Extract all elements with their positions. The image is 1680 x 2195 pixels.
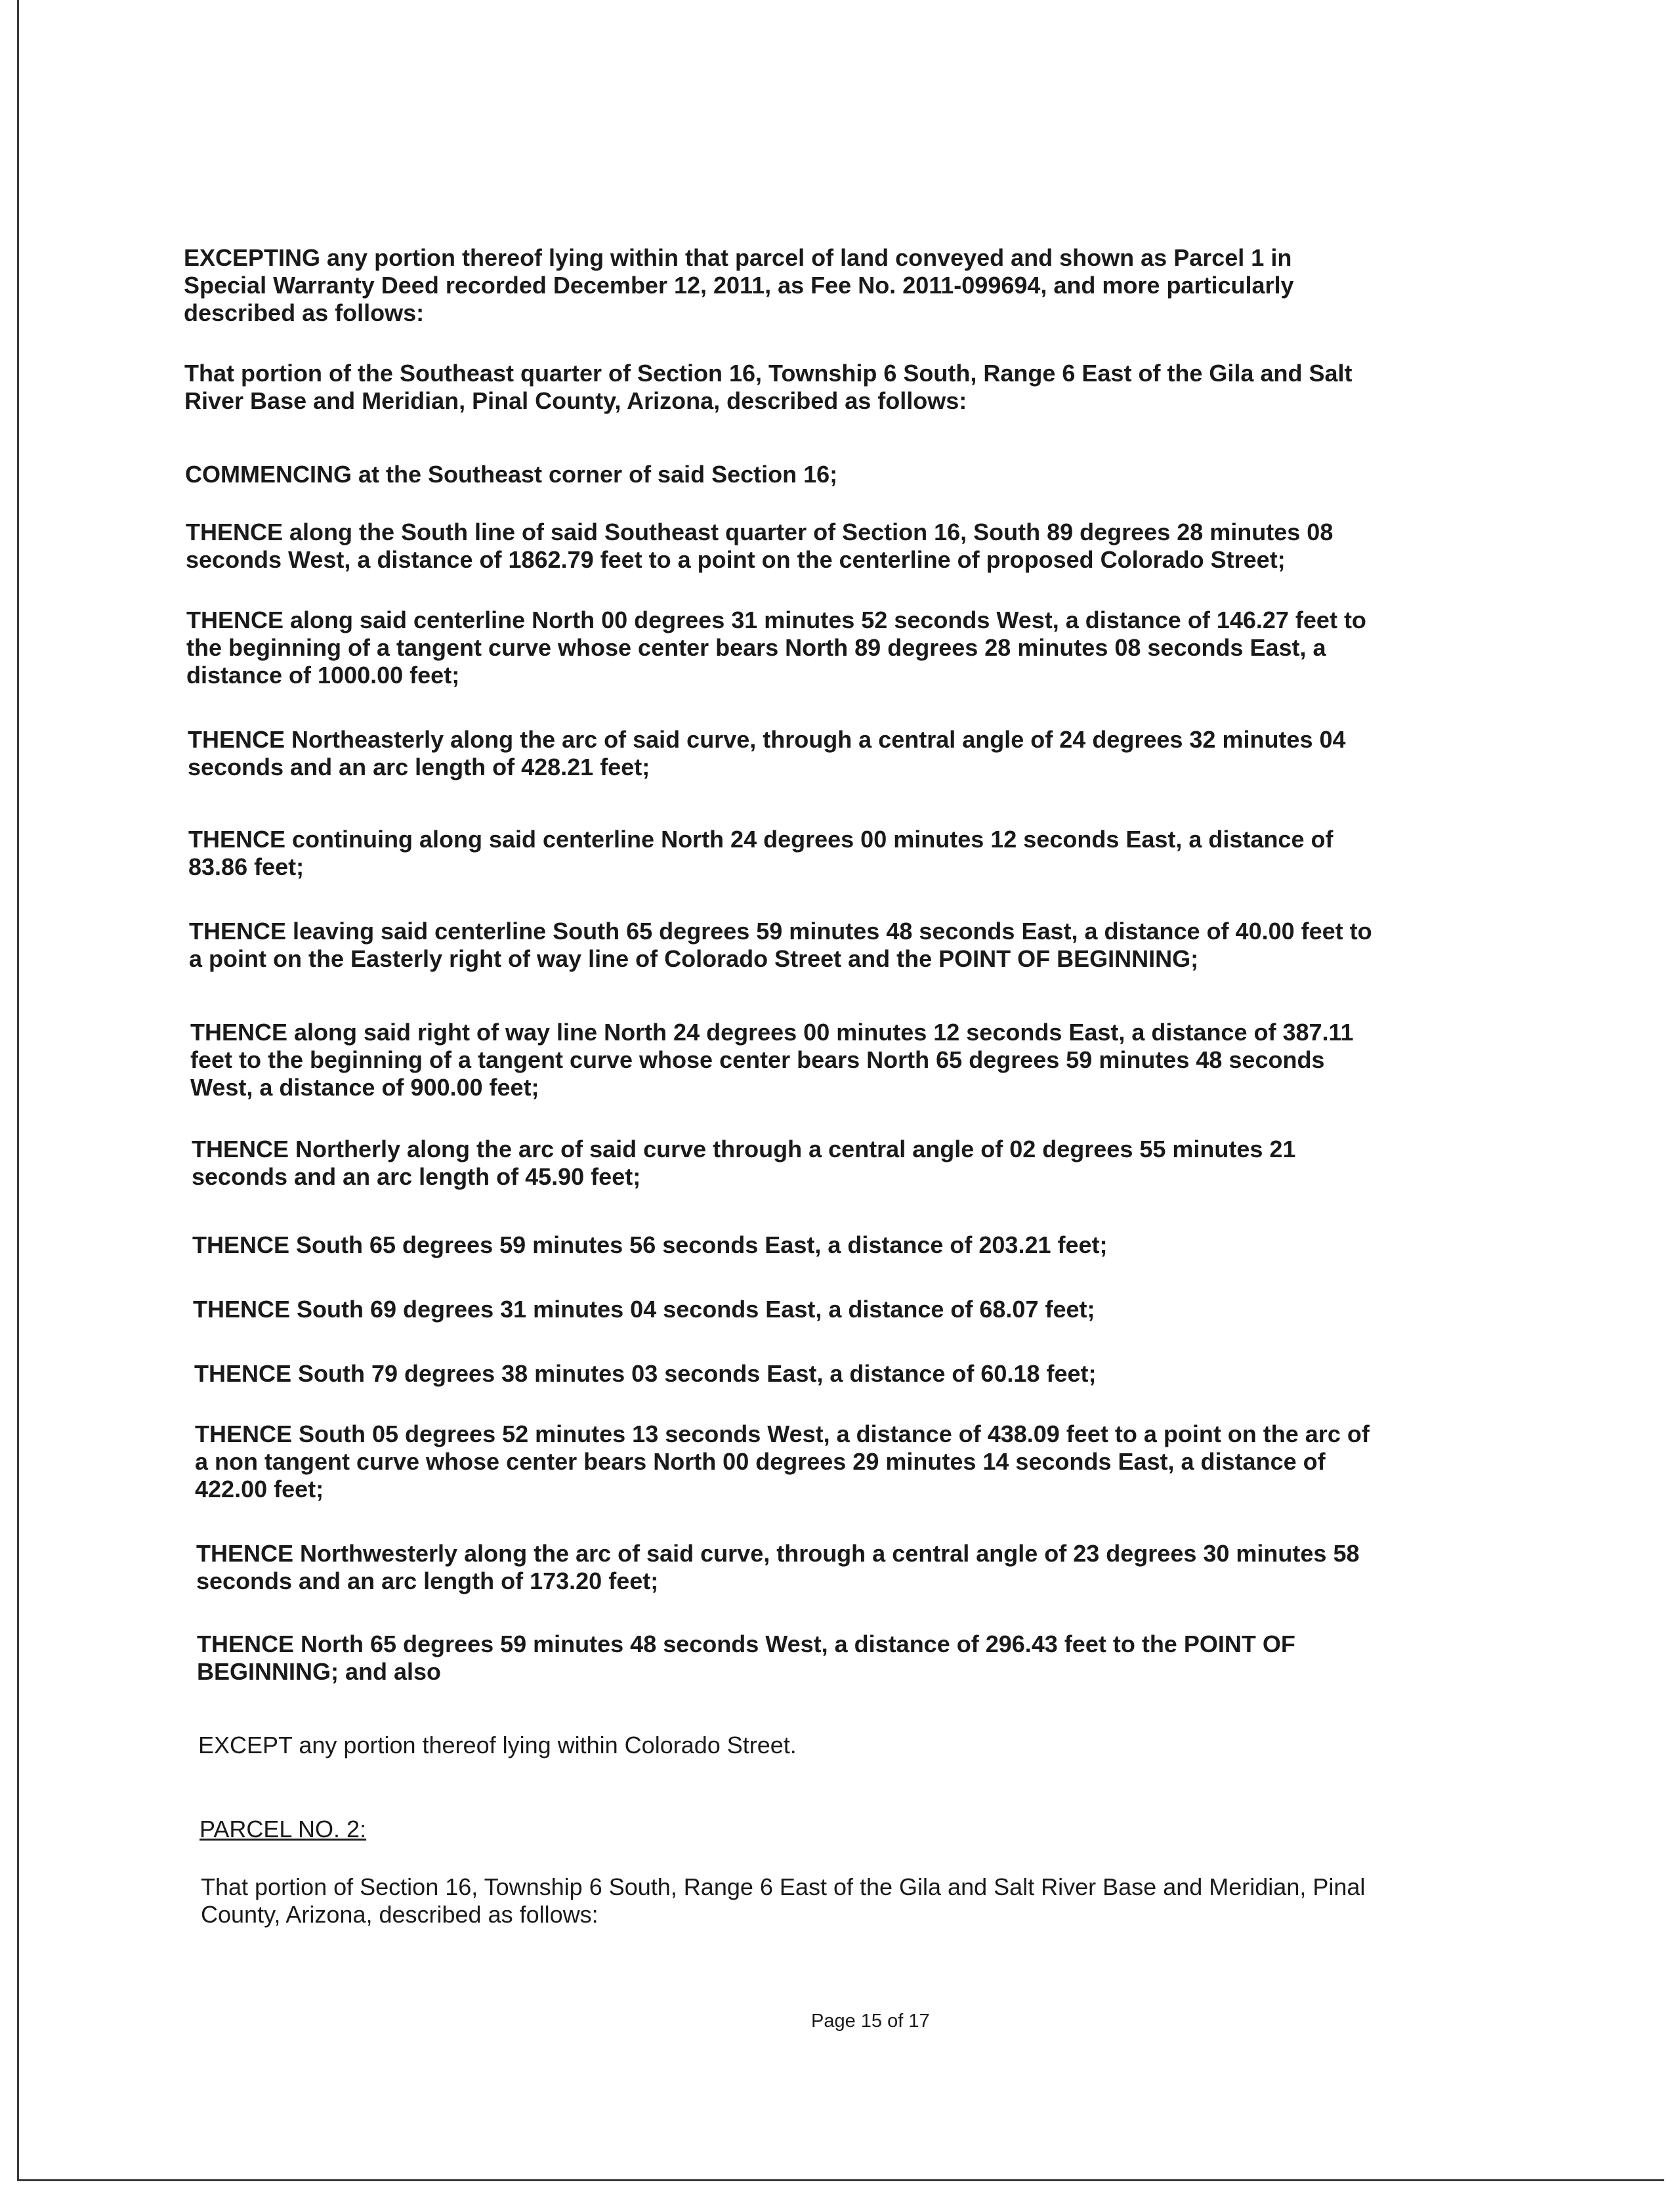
text-line: described as follows:: [184, 299, 425, 326]
course-12-paragraph: [196, 1540, 1360, 1595]
text-line: a non tangent curve whose center bears North 00 degrees 29 minutes 14 seconds East, a distance of: [195, 1448, 1326, 1475]
course-11-paragraph: [195, 1420, 1370, 1503]
course-7-paragraph: [192, 1136, 1295, 1191]
except-colorado-street-paragraph: [198, 1732, 797, 1759]
text-line: That portion of Section 16, Township 6 South, Range 6 East of the Gila and Salt River Base and Meridian, Pinal: [201, 1873, 1366, 1900]
text-line: a point on the Easterly right of way line of Colorado Street and the POINT OF BEGINNING;: [189, 945, 1199, 972]
course-1-paragraph: [186, 519, 1333, 574]
text-line: That portion of the Southeast quarter of Section 16, Township 6 South, Range 6 East of the Gila and Salt: [184, 360, 1353, 387]
text-line: THENCE South 79 degrees 38 minutes 03 seconds East, a distance of 60.18 feet;: [194, 1360, 1097, 1387]
course-6-paragraph: [190, 1019, 1354, 1101]
course-5-paragraph: [189, 918, 1372, 973]
text-line: seconds West, a distance of 1862.79 feet to a point on the centerline of proposed Colorado Street;: [186, 546, 1286, 573]
text-line: the beginning of a tangent curve whose center bears North 89 degrees 28 minutes 08 seconds East, a: [186, 634, 1326, 661]
text-line: THENCE Northerly along the arc of said curve through a central angle of 02 degrees 55 minutes 21: [192, 1136, 1296, 1162]
text-line: EXCEPTING any portion thereof lying within that parcel of land conveyed and shown as Parcel 1 in: [184, 244, 1292, 271]
text-line: 422.00 feet;: [195, 1476, 324, 1502]
text-line: THENCE along said centerline North 00 degrees 31 minutes 52 seconds West, a distance of 146.27 feet to: [186, 607, 1366, 633]
text-line: THENCE along said right of way line North 24 degrees 00 minutes 12 seconds East, a distance of 387.11: [190, 1019, 1354, 1046]
text-line: THENCE Northwesterly along the arc of said curve, through a central angle of 23 degrees 30 minutes 58: [196, 1540, 1360, 1567]
text-line: River Base and Meridian, Pinal County, Arizona, described as follows:: [184, 387, 967, 414]
bottom-margin-rule: [17, 2179, 1664, 2181]
text-line: seconds and an arc length of 45.90 feet;: [192, 1163, 641, 1190]
course-4-paragraph: [188, 826, 1333, 881]
parcel-no-2-heading: [200, 1816, 366, 1843]
course-9-paragraph: [193, 1296, 1095, 1323]
left-margin-rule: [17, 0, 19, 2181]
course-2-paragraph: [186, 607, 1366, 689]
text-line: seconds and an arc length of 173.20 feet;: [196, 1567, 659, 1594]
commencing-paragraph: [185, 461, 837, 488]
text-line: THENCE North 65 degrees 59 minutes 48 seconds West, a distance of 296.43 feet to the POINT OF: [197, 1630, 1295, 1657]
text-line: Special Warranty Deed recorded December 12, 2011, as Fee No. 2011-099694, and more particularly: [184, 272, 1294, 299]
course-8-paragraph: [192, 1231, 1108, 1259]
text-line: THENCE South 69 degrees 31 minutes 04 seconds East, a distance of 68.07 feet;: [193, 1296, 1095, 1323]
text-line: THENCE along the South line of said Southeast quarter of Section 16, South 89 degrees 28 minutes 08: [186, 519, 1334, 545]
text-line: distance of 1000.00 feet;: [186, 662, 460, 689]
parcel-2-description-paragraph: [201, 1873, 1365, 1929]
text-line: West, a distance of 900.00 feet;: [190, 1074, 539, 1101]
text-line: THENCE South 65 degrees 59 minutes 56 seconds East, a distance of 203.21 feet;: [192, 1231, 1108, 1258]
text-line: THENCE Northeasterly along the arc of said curve, through a central angle of 24 degrees 32 minutes 04: [188, 726, 1346, 753]
text-line: seconds and an arc length of 428.21 feet;: [188, 754, 650, 780]
text-line: BEGINNING; and also: [197, 1658, 442, 1685]
southeast-quarter-description-paragraph: [184, 360, 1353, 415]
text-line: feet to the beginning of a tangent curve whose center bears North 65 degrees 59 minutes 48 seconds: [190, 1046, 1325, 1073]
page-number: Page 15 of 17: [811, 2011, 930, 2032]
course-3-paragraph: [188, 726, 1346, 781]
text-line: THENCE South 05 degrees 52 minutes 13 seconds West, a distance of 438.09 feet to a point on the arc of: [195, 1420, 1370, 1447]
text-line: 83.86 feet;: [188, 853, 304, 880]
course-10-paragraph: [194, 1360, 1097, 1388]
text-line: COMMENCING at the Southeast corner of said Section 16;: [185, 461, 838, 488]
course-13-paragraph: [197, 1630, 1295, 1686]
text-line: THENCE continuing along said centerline North 24 degrees 00 minutes 12 seconds East, a distance of: [188, 826, 1334, 853]
text-line: THENCE leaving said centerline South 65 degrees 59 minutes 48 seconds East, a distance of 40.00 feet to: [189, 918, 1372, 945]
text-line: County, Arizona, described as follows:: [201, 1901, 598, 1928]
text-line: EXCEPT any portion thereof lying within Colorado Street.: [198, 1732, 797, 1758]
excepting-parcel-1-paragraph: [184, 244, 1294, 327]
text-line: PARCEL NO. 2:: [200, 1816, 367, 1843]
